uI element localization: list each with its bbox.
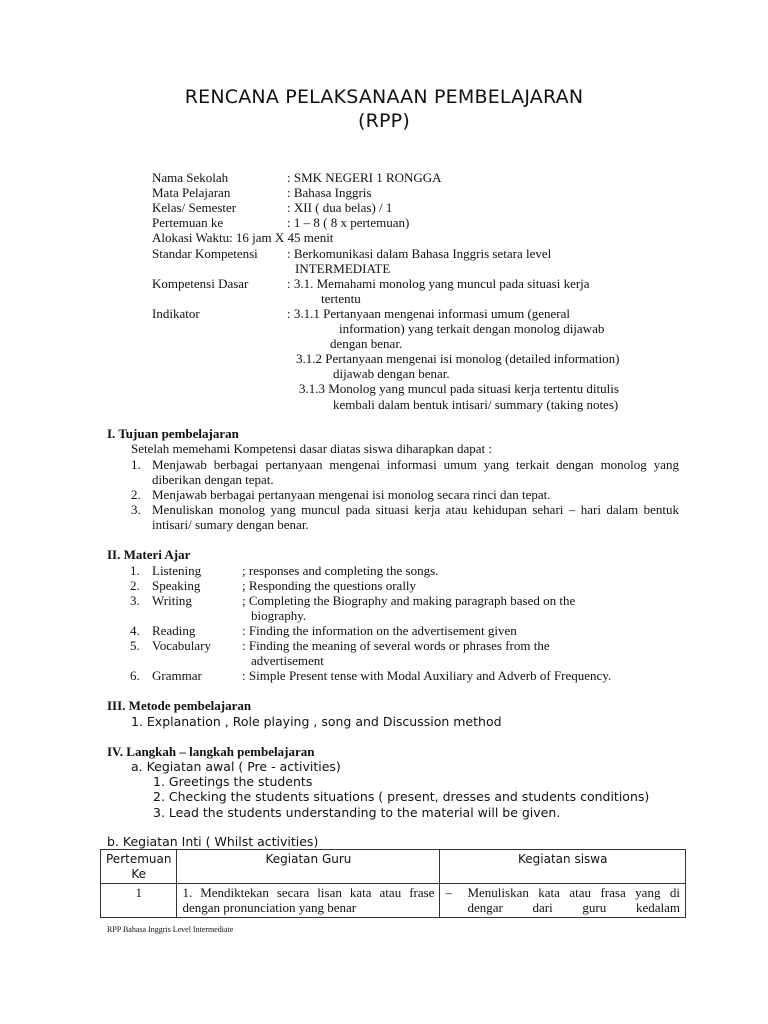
indikator-313-cont: kembali dalam bentuk intisari/ summary (taking notes): [333, 397, 619, 412]
indikator-311-cont: information) yang terkait dengan monolog dijawab: [339, 321, 605, 336]
tujuan-item-num: 3.: [131, 502, 141, 517]
materi-skill: Listening: [152, 563, 202, 578]
materi-heading: II. Materi Ajar: [107, 547, 191, 562]
sk-value: : Berkomunikasi dalam Bahasa Inggris setara level: [287, 246, 552, 261]
materi-skill: Writing: [152, 593, 192, 608]
sk-value-cont: INTERMEDIATE: [295, 261, 391, 276]
kegiatan-awal-item: 1. Greetings the students: [153, 774, 313, 789]
materi-desc: : Finding the information on the advertisement given: [242, 623, 517, 638]
alokasi-waktu: Alokasi Waktu: 16 jam X 45 menit: [152, 230, 334, 245]
indikator-312-cont: dijawab dengan benar.: [333, 366, 450, 381]
tujuan-item-num: 2.: [131, 487, 141, 502]
tujuan-heading: I. Tujuan pembelajaran: [107, 426, 239, 441]
materi-desc-cont: biography.: [251, 608, 307, 623]
materi-num: 6.: [130, 668, 140, 683]
cell-siswa: [440, 884, 686, 918]
metode-item: 1. Explanation , Role playing , song and Discussion method: [131, 714, 502, 729]
metode-heading: III. Metode pembelajaran: [107, 698, 252, 713]
indikator-313: 3.1.3 Monolog yang muncul pada situasi kerja tertentu ditulis: [299, 381, 619, 396]
indikator-311: : 3.1.1 Pertanyaan mengenai informasi umum (general: [287, 306, 571, 321]
dash-bullet: –: [445, 885, 452, 900]
materi-desc: : Finding the meaning of several words or phrases from the: [242, 638, 550, 653]
tujuan-item-text: Menuliskan monolog yang muncul pada situasi kerja atau kehidupan sehari – hari dalam bentuk intisari/ sumary dengan benar.: [152, 502, 679, 532]
indikator-label: Indikator: [152, 306, 200, 321]
kelas-value: : XII ( dua belas) / 1: [287, 200, 393, 215]
pertemuan-label: Pertemuan ke: [152, 215, 224, 230]
materi-skill: Speaking: [152, 578, 201, 593]
kegiatan-awal-item: 3. Lead the students understanding to the material will be given.: [153, 805, 561, 820]
table-row: [101, 884, 686, 918]
cell-pertemuan: 1: [101, 884, 177, 918]
indikator-312: 3.1.2 Pertanyaan mengenai isi monolog (detailed information): [296, 351, 620, 366]
tujuan-item-text: Menjawab berbagai pertanyaan mengenai isi monolog secara rinci dan tepat.: [152, 487, 551, 502]
tujuan-item-num: 1.: [131, 457, 141, 472]
tujuan-item-text: Menjawab berbagai pertanyaan mengenai informasi umum yang terkait dengan monolog yang diberikan dengan tepat.: [152, 457, 679, 487]
nama-sekolah-value: : SMK NEGERI 1 RONGGA: [287, 170, 442, 185]
langkah-heading: IV. Langkah – langkah pembelajaran: [107, 744, 315, 759]
pertemuan-value: : 1 – 8 ( 8 x pertemuan): [287, 215, 410, 230]
page-subtitle: (RPP): [358, 110, 410, 132]
kd-value-cont: tertentu: [321, 291, 361, 306]
materi-desc: ; Completing the Biography and making paragraph based on the: [242, 593, 576, 608]
materi-num: 2.: [130, 578, 140, 593]
materi-skill: Grammar: [152, 668, 202, 683]
materi-skill: Reading: [152, 623, 196, 638]
mapel-label: Mata Pelajaran: [152, 185, 231, 200]
kegiatan-awal-item: 2. Checking the students situations ( present, dresses and students conditions): [153, 789, 650, 804]
nama-sekolah-label: Nama Sekolah: [152, 170, 229, 185]
materi-desc: : Simple Present tense with Modal Auxiliary and Adverb of Frequency.: [242, 668, 612, 683]
kegiatan-table: [100, 849, 686, 918]
sk-label: Standar Kompetensi: [152, 246, 258, 261]
materi-num: 5.: [130, 638, 140, 653]
materi-num: 4.: [130, 623, 140, 638]
materi-num: 3.: [130, 593, 140, 608]
materi-desc: ; responses and completing the songs.: [242, 563, 439, 578]
kegiatan-inti-label: b. Kegiatan Inti ( Whilst activities): [107, 834, 319, 849]
header-kegiatan-guru: Kegiatan Guru: [177, 850, 440, 884]
page-title: RENCANA PELAKSANAAN PEMBELAJARAN: [184, 86, 584, 108]
header-pertemuan: Pertemuan Ke: [101, 850, 177, 884]
tujuan-intro: Setelah memehami Kompetensi dasar diatas siswa diharapkan dapat :: [131, 441, 492, 456]
materi-desc-cont: advertisement: [251, 653, 324, 668]
materi-num: 1.: [130, 563, 140, 578]
materi-desc: ; Responding the questions orally: [242, 578, 417, 593]
cell-guru: 1. Mendiktekan secara lisan kata atau frase dengan pronunciation yang benar: [177, 884, 440, 918]
cell-siswa-text: Menuliskan kata atau frasa yang di dengar dari guru kedalam: [467, 885, 680, 915]
indikator-311-end: dengan benar.: [330, 336, 403, 351]
page-footer: RPP Bahasa Inggris Level Intermediate: [107, 925, 234, 934]
mapel-value: : Bahasa Inggris: [287, 185, 372, 200]
kelas-label: Kelas/ Semester: [152, 200, 237, 215]
kd-value: : 3.1. Memahami monolog yang muncul pada situasi kerja: [287, 276, 590, 291]
materi-skill: Vocabulary: [152, 638, 211, 653]
header-kegiatan-siswa: Kegiatan siswa: [440, 850, 686, 884]
table-header-row: [101, 850, 686, 884]
kd-label: Kompetensi Dasar: [152, 276, 249, 291]
kegiatan-awal-label: a. Kegiatan awal ( Pre - activities): [131, 759, 341, 774]
